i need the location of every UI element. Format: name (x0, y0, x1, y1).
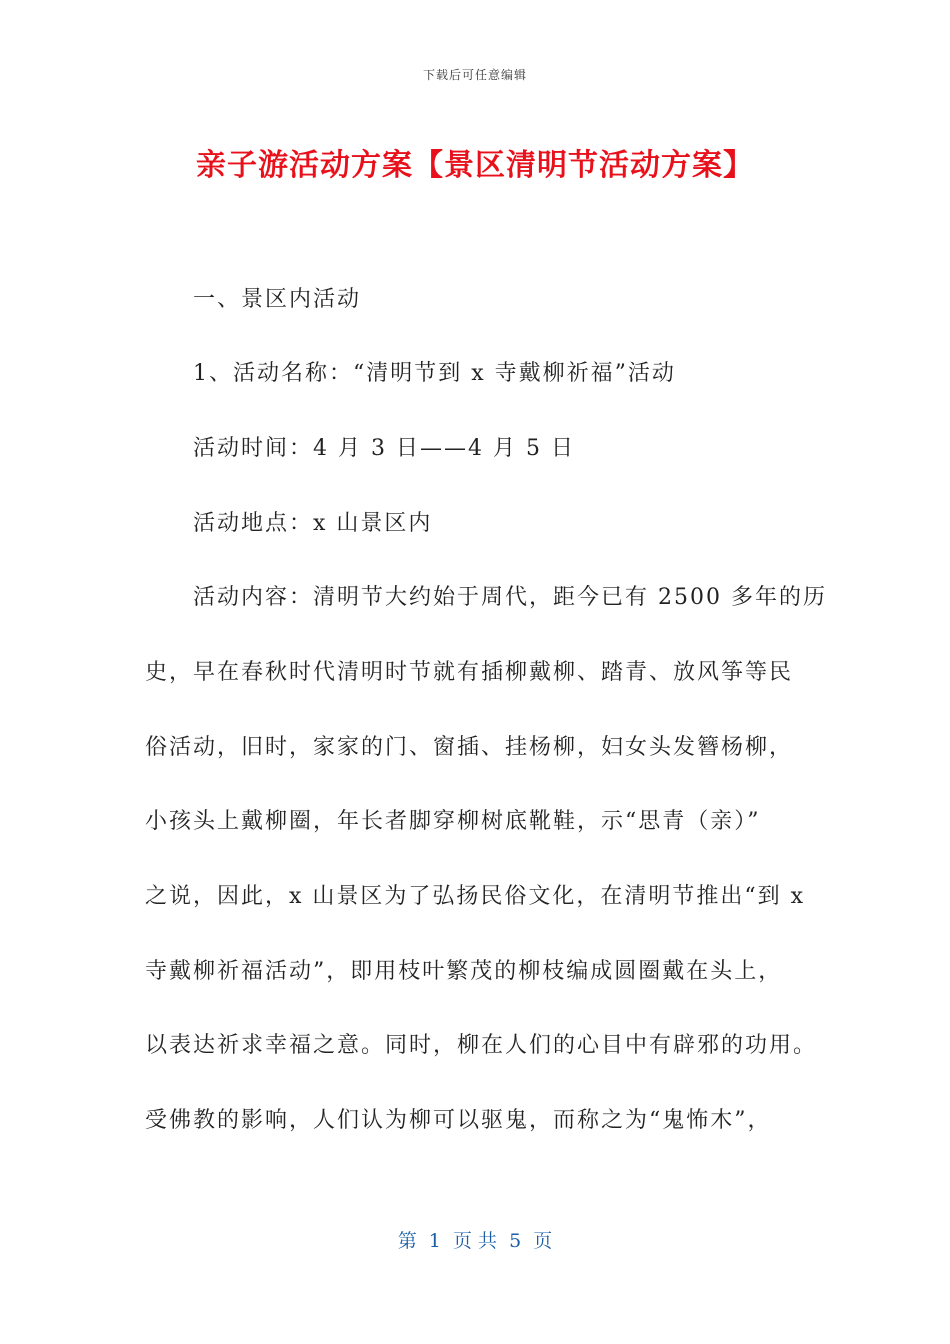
content-line: 俗活动，旧时，家家的门、窗插、挂杨柳，妇女头发簪杨柳， (145, 735, 794, 760)
header-note: 下载后可任意编辑 (422, 68, 527, 82)
content-line: 以表达祈求幸福之意。同时，柳在人们的心目中有辟邪的功用。 (145, 1033, 818, 1058)
content-line: 之说，因此，x 山景区为了弘扬民俗文化，在清明节推出“到 x (145, 884, 806, 909)
content-line: 寺戴柳祈福活动”，即用枝叶繁茂的柳枝编成圆圈戴在头上， (145, 959, 783, 984)
document-title: 亲子游活动方案【景区清明节活动方案】 (196, 148, 754, 183)
activity-name: 1、活动名称：“清明节到 x 寺戴柳祈福”活动 (193, 361, 676, 386)
activity-place: 活动地点：x 山景区内 (193, 511, 433, 536)
section-heading: 一、景区内活动 (193, 287, 362, 312)
content-line: 小孩头上戴柳圈，年长者脚穿柳树底靴鞋，示“思青（亲）” (145, 809, 761, 834)
page-number-footer: 第 1 页 共 5 页 (397, 1230, 553, 1252)
activity-time: 活动时间：4 月 3 日——4 月 5 日 (193, 436, 575, 461)
content-line: 活动内容：清明节大约始于周代，距今已有 2500 多年的历 (193, 585, 827, 610)
content-line: 史，早在春秋时代清明时节就有插柳戴柳、踏青、放风筝等民 (145, 660, 794, 685)
content-line: 受佛教的影响，人们认为柳可以驱鬼，而称之为“鬼怖木”， (145, 1108, 772, 1133)
